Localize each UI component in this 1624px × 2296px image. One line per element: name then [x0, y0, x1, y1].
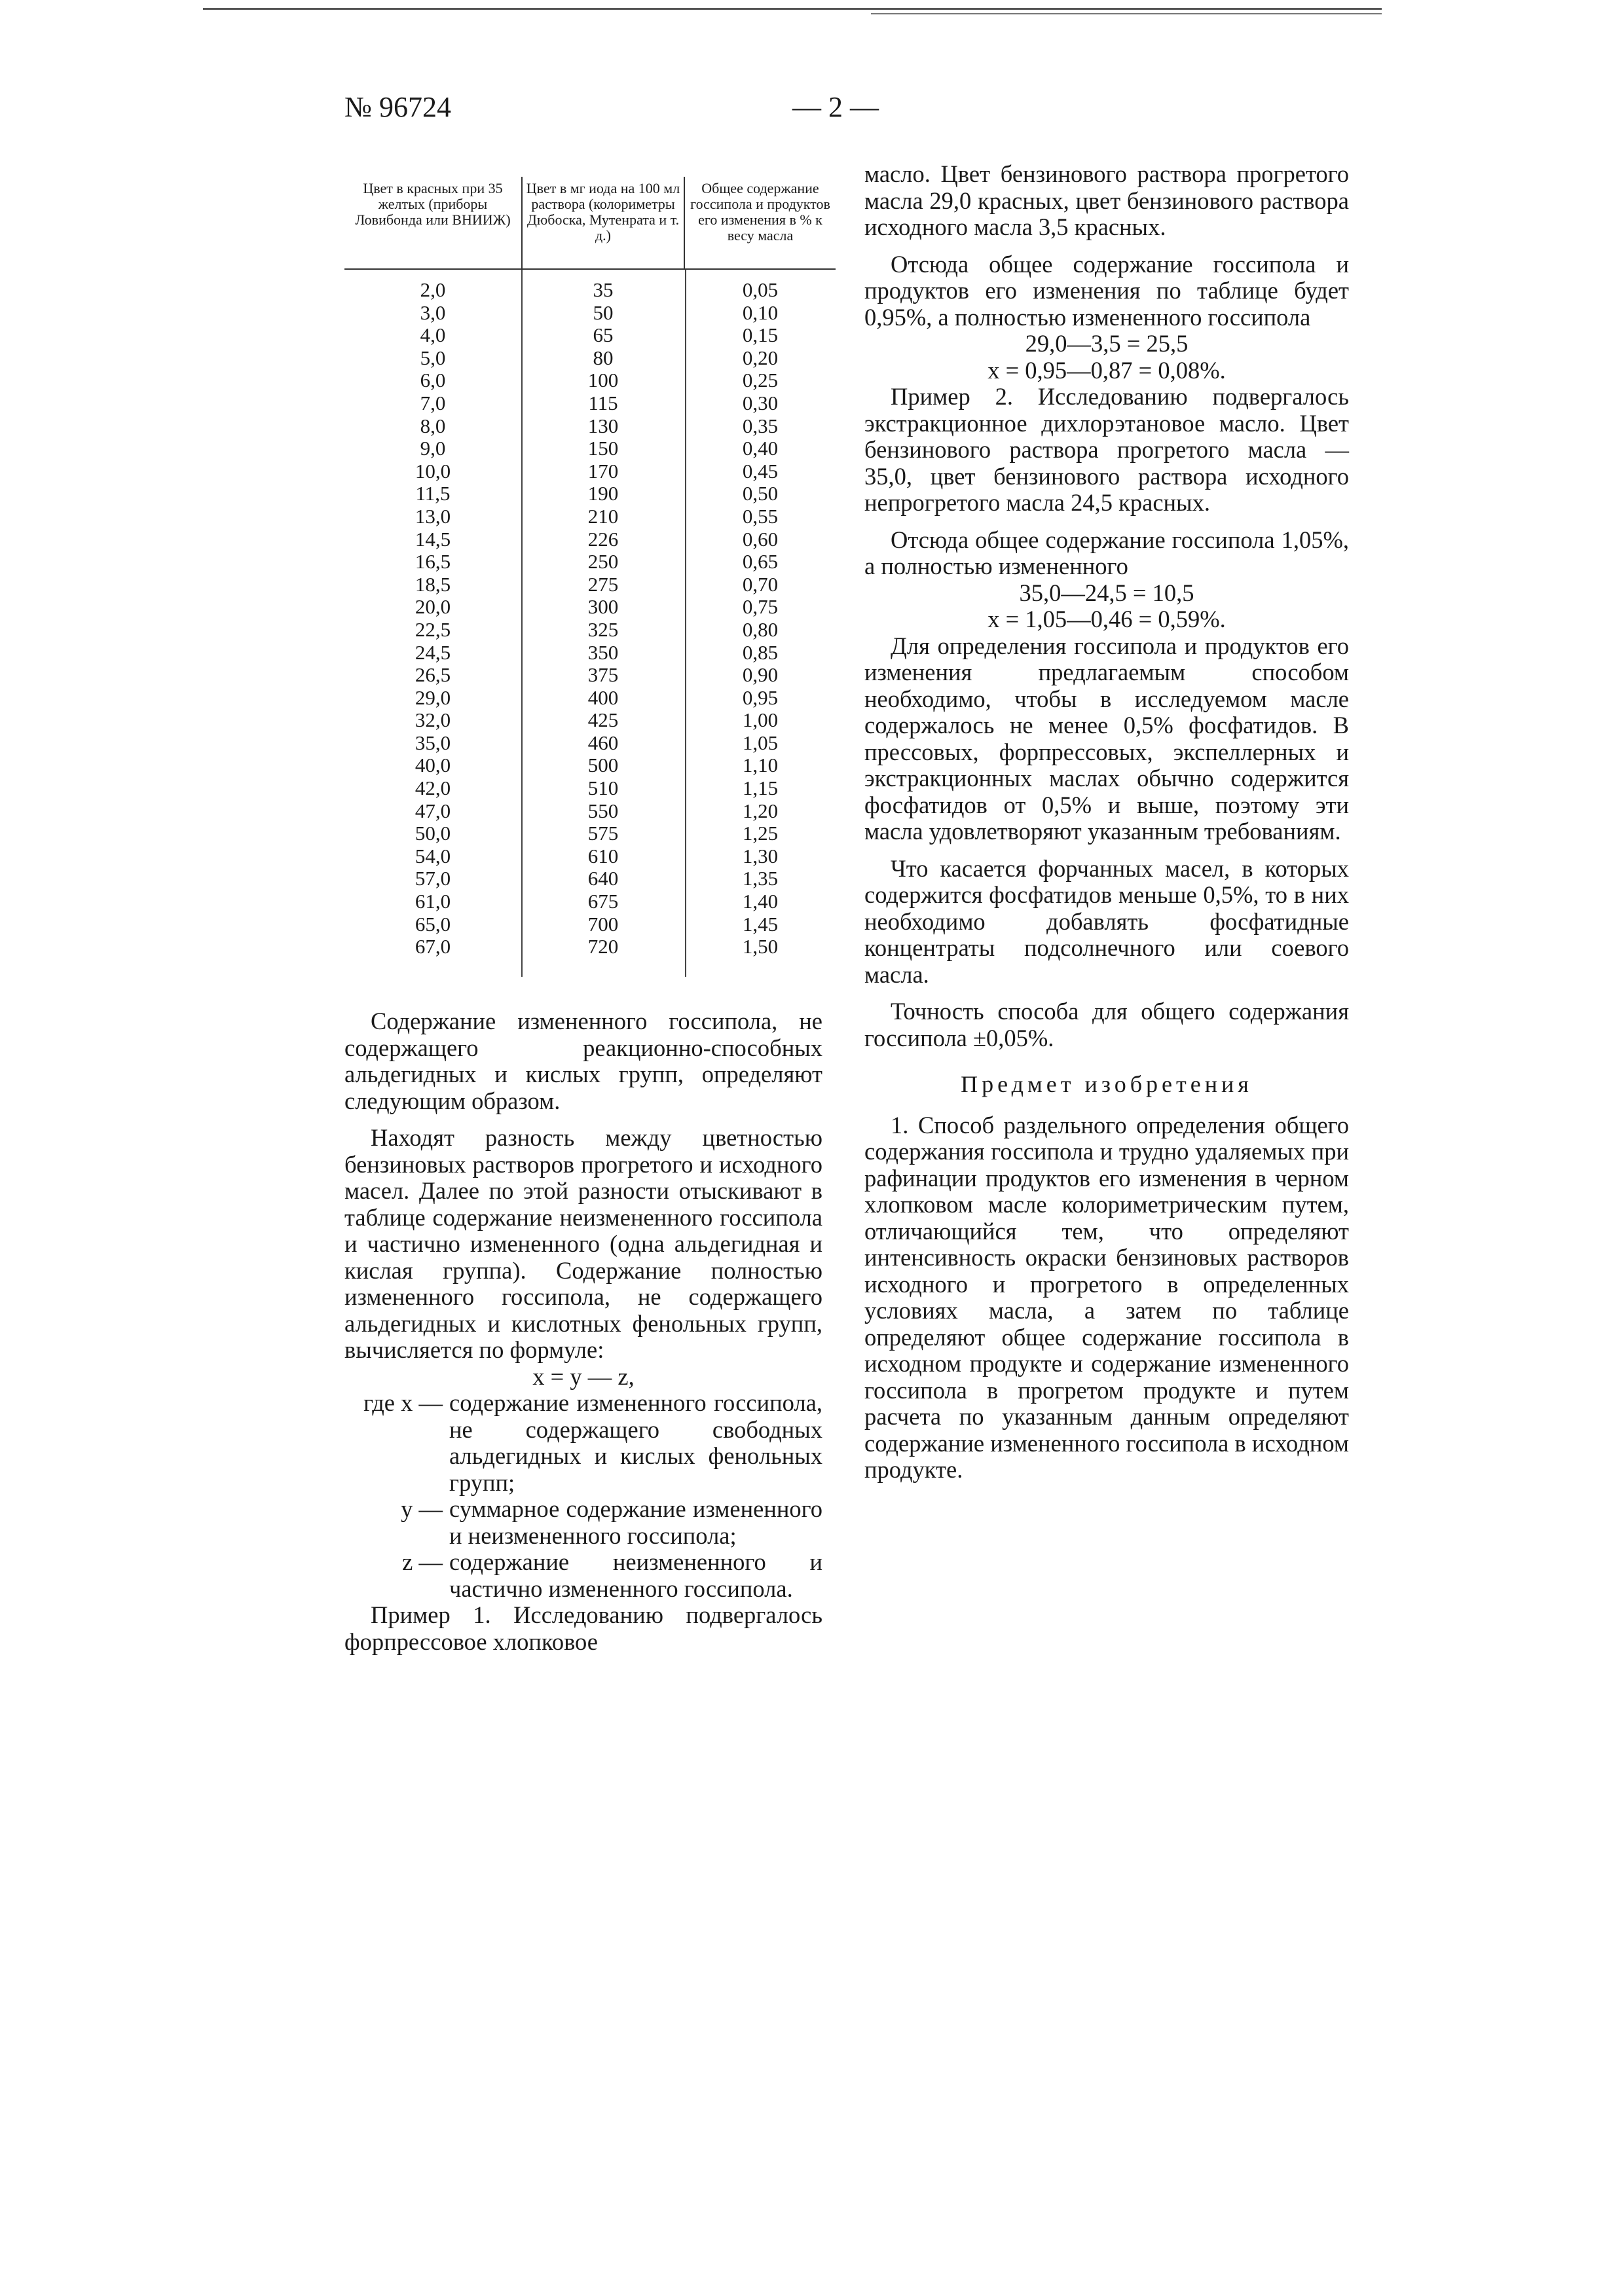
table-cell: 40,0	[415, 754, 451, 777]
table-cell: 10,0	[415, 459, 451, 483]
table-cell: 0,95	[742, 685, 779, 709]
table-cell: 3,0	[420, 301, 446, 324]
table-cell: 0,35	[742, 414, 779, 437]
table-cell: 2,0	[420, 278, 446, 301]
table-row	[344, 867, 836, 890]
table-row	[344, 642, 836, 665]
table-row	[344, 800, 836, 823]
table-cell: 8,0	[420, 414, 446, 437]
table-cell: 0,10	[742, 301, 779, 324]
definition-text: содержание неизмененного и частично измененного госсипола.	[449, 1548, 822, 1602]
table-row	[344, 528, 836, 551]
definition-item	[344, 1390, 822, 1496]
table-row	[344, 936, 836, 958]
table-cell: 0,90	[742, 663, 779, 687]
table-cell: 35,0	[415, 731, 451, 754]
definition-label: где x —	[363, 1389, 443, 1416]
paragraph: Для определения госсипола и продуктов его изменения предлагаемым способом необходимо, чтобы в исследуемом масле содержалось не менее 0,5% фосфатидов. В прессовых, форпрессовых, экспеллерных и экстракционных маслах обычно содержится фосфатидов от 0,5% и выше, поэтому эти масла удовлетворяют указанным требованиям.	[864, 632, 1349, 845]
table-cell: 0,30	[742, 391, 779, 414]
table-cell: 13,0	[415, 504, 451, 528]
data-table	[344, 177, 836, 958]
table-cell: 226	[587, 527, 619, 551]
table-cell: 6,0	[420, 369, 446, 392]
table-row	[344, 505, 836, 528]
table-cell: 575	[587, 822, 619, 845]
table-row	[344, 913, 836, 936]
table-cell: 0,85	[742, 640, 779, 664]
table-cell: 16,5	[415, 550, 451, 574]
table-cell: 1,20	[742, 799, 779, 822]
table-cell: 150	[587, 437, 619, 460]
paragraph: Пример 2. Исследованию подвергалось экстракционное дихлорэтановое масло. Цвет бензинового раствора прогретого масла — 35,0, цвет бензинового раствора исходного непрогретого масла 24,5 красных.	[864, 383, 1349, 516]
formula: x = y — z,	[532, 1362, 635, 1390]
table-cell: 7,0	[420, 391, 446, 414]
table-cell: 350	[587, 640, 619, 664]
table-cell: 190	[587, 482, 619, 505]
paragraph: Содержание измененного госсипола, не содержащего реакционно-способных альдегидных и кислых групп, определяют следующим образом.	[344, 1008, 822, 1114]
paragraph: Точность способа для общего содержания госсипола ±0,05%.	[864, 998, 1349, 1051]
table-cell: 0,20	[742, 346, 779, 369]
paragraph: Отсюда общее содержание госсипола 1,05%, а полностью измененного	[864, 526, 1349, 579]
table-header-col2: Цвет в мг иода на 100 мл раствора (колориметры Дюбоска, Мутенрата и т. д.)	[521, 177, 685, 268]
table-row	[344, 369, 836, 392]
table-cell: 0,25	[742, 369, 779, 392]
table-cell: 57,0	[415, 867, 451, 890]
table-header-col1: Цвет в красных при 35 желтых (приборы Ловибонда или ВНИИЖ)	[355, 180, 511, 228]
table-cell: 0,55	[742, 504, 779, 528]
table-cell: 47,0	[415, 799, 451, 822]
table-cell: 5,0	[420, 346, 446, 369]
table-row	[344, 732, 836, 755]
table-cell: 300	[587, 595, 619, 619]
table-cell: 170	[587, 459, 619, 483]
table-cell: 275	[587, 572, 619, 596]
table-row	[344, 709, 836, 732]
table-cell: 50	[593, 301, 614, 324]
table-row	[344, 324, 836, 347]
table-cell: 250	[587, 550, 619, 574]
table-cell: 210	[587, 504, 619, 528]
table-cell: 500	[587, 754, 619, 777]
table-cell: 14,5	[415, 527, 451, 551]
table-cell: 9,0	[420, 437, 446, 460]
table-cell: 1,25	[742, 822, 779, 845]
table-cell: 20,0	[415, 595, 451, 619]
table-cell: 1,05	[742, 731, 779, 754]
table-row	[344, 347, 836, 370]
table-row	[344, 754, 836, 777]
definition-item	[344, 1549, 822, 1602]
table-cell: 42,0	[415, 776, 451, 800]
patent-number: № 96724	[344, 91, 451, 123]
table-cell: 425	[587, 708, 619, 732]
table-cell: 130	[587, 414, 619, 437]
table-cell: 65,0	[415, 912, 451, 936]
table-cell: 35	[593, 278, 614, 301]
table-cell: 80	[593, 346, 614, 369]
table-cell: 0,80	[742, 617, 779, 641]
table-cell: 640	[587, 867, 619, 890]
definition-label: y —	[401, 1495, 443, 1522]
table-row	[344, 279, 836, 302]
table-row	[344, 822, 836, 845]
table-cell: 24,5	[415, 640, 451, 664]
table-cell: 4,0	[420, 323, 446, 347]
definitions	[344, 1390, 822, 1602]
table-cell: 100	[587, 369, 619, 392]
table-cell: 0,15	[742, 323, 779, 347]
definition-text: содержание измененного госсипола, не содержащего свободных альдегидных и кислых фенольных групп;	[449, 1389, 822, 1496]
table-cell: 32,0	[415, 708, 451, 732]
table-row	[344, 483, 836, 505]
table-cell: 26,5	[415, 663, 451, 687]
table-cell: 720	[587, 935, 619, 958]
table-cell: 1,00	[742, 708, 779, 732]
table-cell: 460	[587, 731, 619, 754]
table-row	[344, 596, 836, 619]
table-cell: 1,30	[742, 844, 779, 867]
table-body	[344, 270, 836, 958]
table-cell: 700	[587, 912, 619, 936]
definition-label: z —	[402, 1548, 443, 1575]
table-cell: 1,50	[742, 935, 779, 958]
top-rule	[203, 8, 1382, 10]
table-cell: 1,15	[742, 776, 779, 800]
paragraph: Находят разность между цветностью бензиновых растворов прогретого и исходного масел. Далее по этой разности отыскивают в таблице содержание неизмененного госсипола и частично измененного (одна альдегидная и кислая группа). Содержание полностью измененного госсипола, не содержащего альдегидных и кислотных фенольных групп, вычисляется по формуле:	[344, 1124, 822, 1363]
table-header-col3: Общее содержание госсипола и продуктов его изменения в % к весу масла	[690, 180, 830, 244]
table-cell: 550	[587, 799, 619, 822]
formula: x = 0,95—0,87 = 0,08%.	[987, 356, 1226, 384]
table-cell: 0,75	[742, 595, 779, 619]
table-cell: 22,5	[415, 617, 451, 641]
table-row	[344, 664, 836, 687]
paragraph: масло. Цвет бензинового раствора прогретого масла 29,0 красных, цвет бензинового раствора исходного масла 3,5 красных.	[864, 160, 1349, 240]
table-cell: 675	[587, 890, 619, 913]
table-cell: 1,40	[742, 890, 779, 913]
table-row	[344, 890, 836, 913]
claim: 1. Способ раздельного определения общего содержания госсипола и трудно удаляемых при рафинации продуктов его изменения в черном хлопковом масле колориметрическим путем, отличающийся тем, что определяют интенсивность окраски бензиновых растворов исходного и прогретого в определенных условиях масла, а затем по таблице определяют общее содержание госсипола в исходном продукте и содержание измененного госсипола в прогретом продукте и путем расчета по указанным данным определяют содержание измененного госсипола в исходном продукте.	[864, 1111, 1349, 1483]
table-cell: 18,5	[415, 572, 451, 596]
table-row	[344, 777, 836, 800]
table-cell: 0,45	[742, 459, 779, 483]
paragraph: Пример 1. Исследованию подвергалось форпрессовое хлопковое	[344, 1601, 822, 1655]
table-cell: 67,0	[415, 935, 451, 958]
table-cell: 50,0	[415, 822, 451, 845]
section-heading: Предмет изобретения	[961, 1071, 1253, 1097]
table-row	[344, 551, 836, 574]
table-cell: 1,35	[742, 867, 779, 890]
table-cell: 1,45	[742, 912, 779, 936]
table-cell: 325	[587, 617, 619, 641]
table-cell: 0,65	[742, 550, 779, 574]
table-cell: 1,10	[742, 754, 779, 777]
table-row	[344, 845, 836, 868]
table-cell: 375	[587, 663, 619, 687]
table-cell: 29,0	[415, 685, 451, 709]
table-cell: 610	[587, 844, 619, 867]
paragraph: Что касается форчанных масел, в которых содержится фосфатидов меньше 0,5%, то в них необходимо добавлять фосфатидные концентраты подсолнечного или соевого масла.	[864, 854, 1349, 988]
table-cell: 11,5	[415, 482, 451, 505]
table-cell: 54,0	[415, 844, 451, 867]
page-number: — 2 —	[792, 91, 879, 123]
table-cell: 115	[588, 391, 618, 414]
right-column	[864, 161, 1349, 1484]
table-cell: 0,05	[742, 278, 779, 301]
left-column	[344, 1008, 822, 1655]
formula: 29,0—3,5 = 25,5	[1025, 330, 1189, 357]
formula: x = 1,05—0,46 = 0,59%.	[987, 606, 1226, 632]
definition-text: суммарное содержание измененного и неизмененного госсипола;	[449, 1495, 822, 1549]
table-cell: 0,50	[742, 482, 779, 505]
table-row	[344, 574, 836, 596]
table-cell: 0,70	[742, 572, 779, 596]
table-row	[344, 437, 836, 460]
definition-item	[344, 1496, 822, 1549]
table-cell: 61,0	[415, 890, 451, 913]
table-row	[344, 392, 836, 415]
table-cell: 400	[587, 685, 619, 709]
table-cell: 65	[593, 323, 614, 347]
table-row	[344, 415, 836, 438]
table-cell: 0,40	[742, 437, 779, 460]
table-header	[344, 177, 836, 270]
table-row	[344, 687, 836, 710]
top-rule-secondary	[871, 13, 1382, 14]
formula: 35,0—24,5 = 10,5	[1019, 579, 1194, 606]
paragraph: Отсюда общее содержание госсипола и продуктов его изменения по таблице будет 0,95%, а полностью измененного госсипола	[864, 250, 1349, 331]
table-cell: 0,60	[742, 527, 779, 551]
table-row	[344, 302, 836, 325]
table-cell: 510	[587, 776, 619, 800]
table-row	[344, 619, 836, 642]
table-row	[344, 460, 836, 483]
